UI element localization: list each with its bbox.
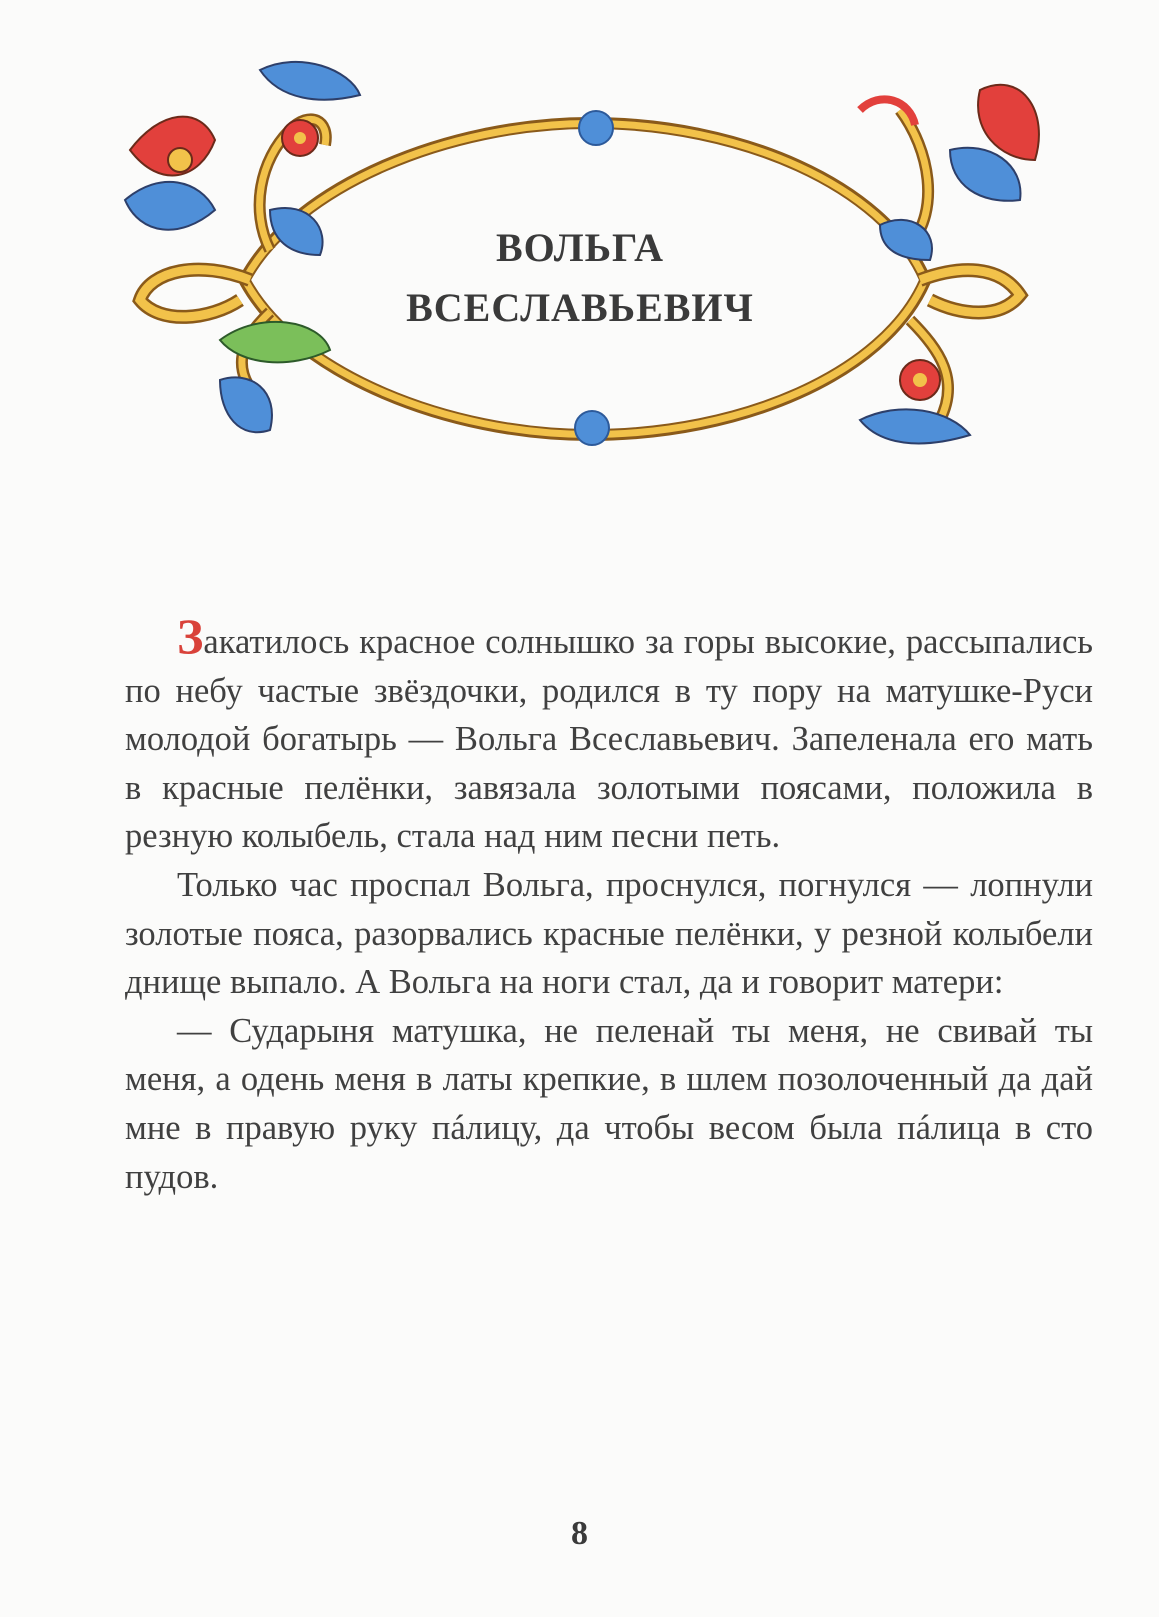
paragraph-3: — Сударыня матушка, не пеленай ты меня, не свивай ты меня, а одень меня в латы крепкие, в шлем позолоченный да дай мне в правую руку пáлицу, да чтобы весом была пáлица в сто пудов. [125,1011,1093,1196]
chapter-title-line-1: ВОЛЬГА [495,225,665,270]
chapter-title-line-2: ВСЕСЛАВЬЕВИЧ [406,285,754,330]
drop-cap: З [177,608,204,664]
paragraph-2: Только час проспал Вольга, проснулся, погнулся — лопнули золотые пояса, разорвались красные пелёнки, у резной колыбели днище выпало. А Вольга на ноги стал, да и говорит матери: [125,865,1093,1002]
paragraph-1-text: акатилось красное солнышко за горы высокие, рассыпались по небу частые звёздочки, родился в ту пору на матушке-Руси молодой богатырь — Вольга Всеславьевич. Запеленала его мать в красные пелёнки, завязала золотыми поясами, положила в резную колыбель, стала над ним песни петь. [125,623,1093,856]
story-text [125,608,1093,1201]
paragraph-1 [125,608,1093,861]
chapter-title [300,218,860,338]
page-number: 8 [571,1515,588,1552]
